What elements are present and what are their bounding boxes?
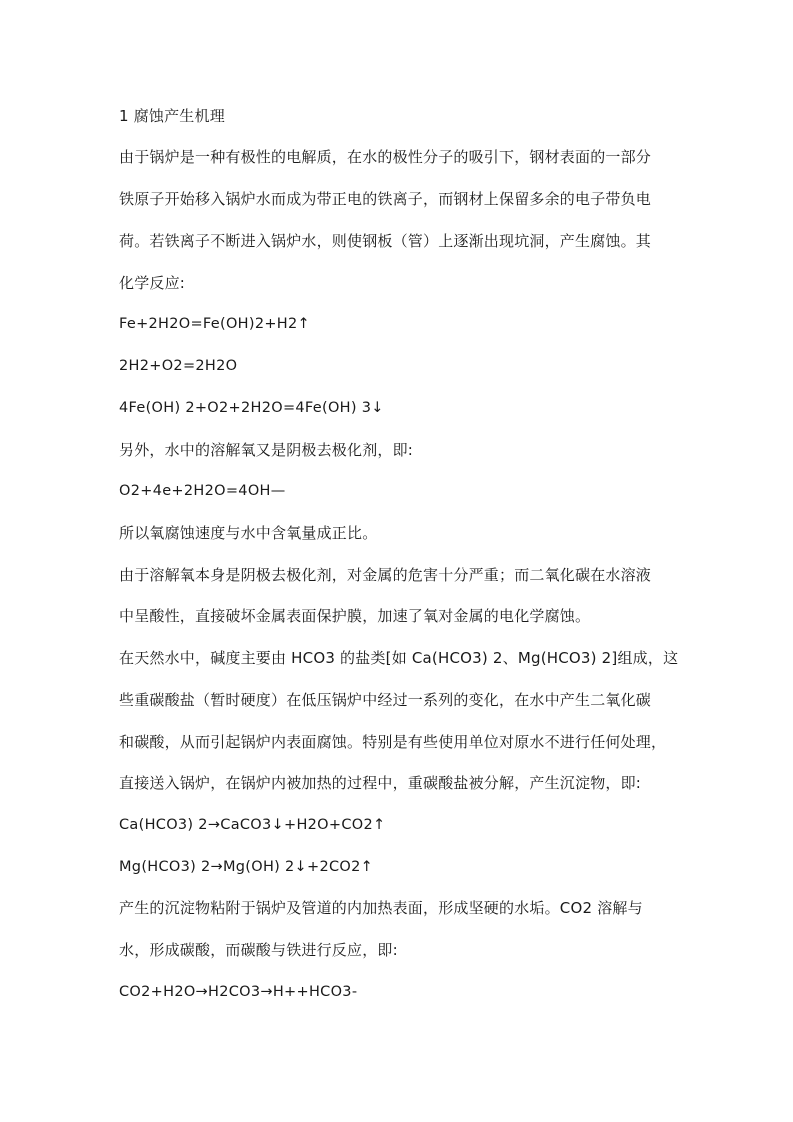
paragraph-line: 和碳酸，从而引起锅炉内表面腐蚀。特别是有些使用单位对原水不进行任何处理，: [119, 733, 667, 751]
formula-line: Ca(HCO3) 2→CaCO3↓+H2O+CO2↑: [119, 817, 386, 833]
paragraph-line: 所以氧腐蚀速度与水中含氧量成正比。: [119, 524, 378, 542]
paragraph-line: 另外，水中的溶解氧又是阴极去极化剂，即:: [119, 441, 414, 459]
formula-line: 2H2+O2=2H2O: [119, 358, 238, 374]
paragraph-line: 些重碳酸盐（暂时硬度）在低压锅炉中经过一系列的变化，在水中产生二氧化碳: [119, 691, 652, 709]
paragraph-line: 由于锅炉是一种有极性的电解质，在水的极性分子的吸引下，钢材表面的一部分: [119, 148, 652, 166]
paragraph-line: 在天然水中，碱度主要由 HCO3 的盐类[如 Ca(HCO3) 2、Mg(HCO3) 2]组成，这: [119, 649, 679, 667]
paragraph-line: 水，形成碳酸，而碳酸与铁进行反应，即:: [119, 941, 398, 959]
formula-line: 4Fe(OH) 2+O2+2H2O=4Fe(OH) 3↓: [119, 400, 384, 416]
paragraph-line: 荷。若铁离子不断进入锅炉水，则使钢板（管）上逐渐出现坑洞，产生腐蚀。其: [119, 232, 652, 250]
formula-line: Fe+2H2O=Fe(OH)2+H2↑: [119, 316, 310, 332]
formula-line: O2+4e+2H2O=4OH—: [119, 483, 286, 499]
paragraph-line: 中呈酸性，直接破坏金属表面保护膜，加速了氧对金属的电化学腐蚀。: [119, 607, 591, 625]
paragraph-line: 化学反应:: [119, 274, 186, 292]
paragraph-line: 直接送入锅炉，在锅炉内被加热的过程中，重碳酸盐被分解，产生沉淀物，即:: [119, 774, 642, 792]
section-heading: 1 腐蚀产生机理: [119, 107, 225, 125]
formula-line: CO2+H2O→H2CO3→H++HCO3-: [119, 984, 358, 1000]
paragraph-line: 产生的沉淀物粘附于锅炉及管道的内加热表面，形成坚硬的水垢。CO2 溶解与: [119, 899, 643, 917]
paragraph-line: 铁原子开始移入锅炉水而成为带正电的铁离子，而钢材上保留多余的电子带负电: [119, 190, 652, 208]
formula-line: Mg(HCO3) 2→Mg(OH) 2↓+2CO2↑: [119, 859, 374, 875]
paragraph-line: 由于溶解氧本身是阴极去极化剂，对金属的危害十分严重；而二氧化碳在水溶液: [119, 566, 652, 584]
